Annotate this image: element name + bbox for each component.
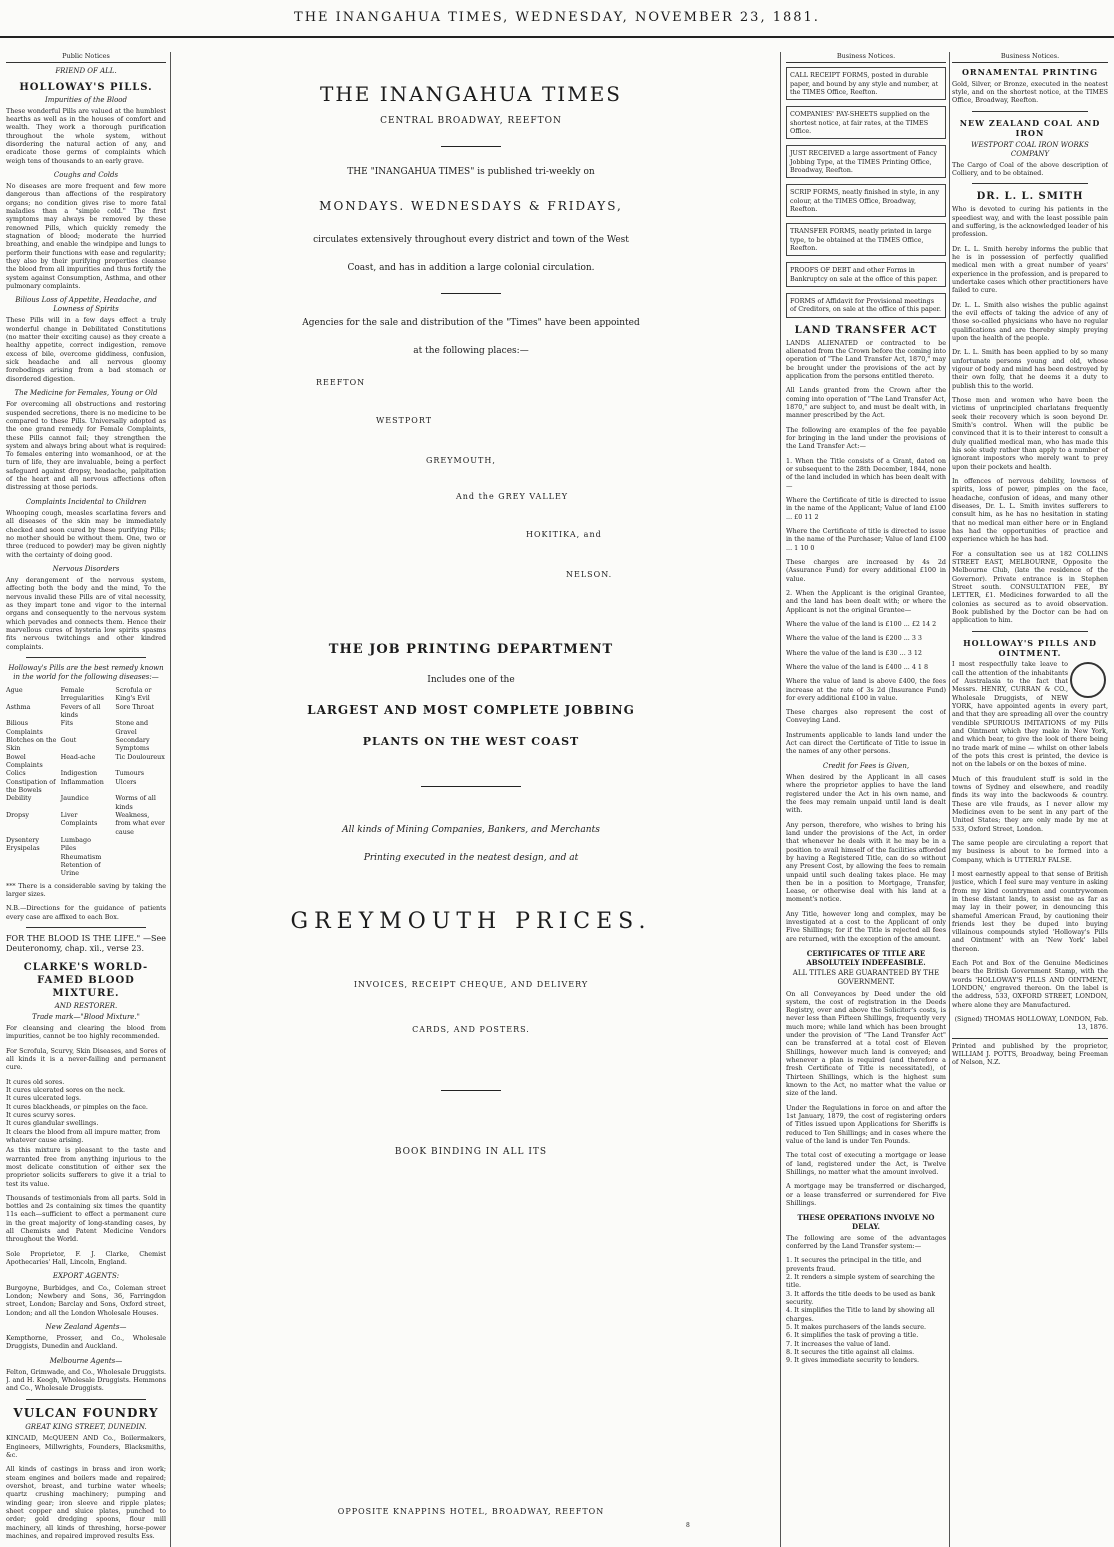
list-item: 7. It increases the value of land. <box>786 1339 891 1348</box>
ad-subheading: Credit for Fees is Given, <box>822 761 910 770</box>
divider <box>26 657 146 658</box>
page-number: 8 <box>686 1522 690 1529</box>
list-item: Worms of all kinds <box>115 794 156 811</box>
ad-box: COMPANIES' PAY-SHEETS supplied on the shortest notice, at fair rates, at the TIMES Office. <box>786 106 946 139</box>
list-item: Fits <box>60 719 73 728</box>
list-item: 2. When the Applicant is the original Grantee, and the land has been dealt with; or where the Applicant is not the original Grantee— <box>786 588 946 614</box>
list-item: Retention of Urine <box>60 860 101 878</box>
ad-box: JUST RECEIVED a large assortment of Fancy Jobbing Type, at the TIMES Printing Office, Broadway, Reefton. <box>786 145 946 178</box>
ad-paragraph: For a consultation see us at 182 COLLINS STREET EAST, MELBOURNE, Opposite the Melbourne Club, (late the residence of the Governor). Private entrance is in Stephen Street south. CONSULTATION FEE, BY LETTER, £1. Medicines forwarded to all the colonies as secured as to avoid observation. Book published by the Doctor can be had on application to him. <box>952 549 1108 625</box>
ad-paragraph: Those men and women who have been the victims of unprincipled charlatans frequently seek their recovery which is soon beyond Dr. Smith's control. When will the public be convinced that it is to their interest to consult a duly qualified medical man, who has made this his sole study rather than apply to a number of ignorant impostors who merely want to prey upon their pockets and health. <box>952 396 1108 471</box>
intro-text: THE "INANGAHUA TIMES" is published tri-weekly on <box>347 167 595 177</box>
list-item: It cures old sores. <box>6 1077 65 1086</box>
list-item: 1. When the Title consists of a Grant, dated on or subsequent to the 28th December, 1844, none of the land included in which has been dealt with— <box>786 456 946 490</box>
job-heading: PLANTS ON THE WEST COAST <box>362 735 580 748</box>
agent-place: HOKITIKA, and <box>526 530 602 539</box>
column-rule <box>949 52 950 1547</box>
ad-paragraph: LANDS ALIENATED or contracted to be alienated from the Crown before the coming into operation of "The Land Transfer Act, 1870," may be brought under the provisions of the act by application from the persons entitled thereto. <box>786 338 946 380</box>
advantage-list <box>786 1256 946 1364</box>
list-item: Debility <box>6 794 32 803</box>
list-item: Where the Certificate of title is directed to issue in the name of the Applicant; Value of land £100 ... £0 11 2 <box>786 495 946 521</box>
list-item: 6. It simplifies the task of proving a title. <box>786 1331 919 1340</box>
ad-subheading: The Medicine for Females, Young or Old <box>14 389 158 398</box>
list-item: Blotches on the Skin <box>6 736 57 753</box>
divider <box>441 146 501 147</box>
ad-paragraph: Under the Regulations in force on and after the 1st January, 1879, the cost of registering orders of Titles issued upon Applications for Sheriffs is reduced to Ten Shillings; and in cases where the value of the land is under Ten Pounds. <box>786 1103 946 1146</box>
job-text: All kinds of Mining Companies, Bankers, and Merchants <box>342 825 600 835</box>
list-item: Female Irregularities <box>60 686 104 703</box>
list-item: Ulcers <box>115 777 137 786</box>
list-item <box>6 853 57 861</box>
ad-title: VULCAN FOUNDRY <box>13 1405 159 1420</box>
column-rule <box>780 52 781 1547</box>
ad-paragraph: In offences of nervous debility, lowness of spirits, loss of power, pimples on the face, headache, confusion of ideas, and many other diseases, Dr. L. L. Smith invites sufferers to consult him, as he has no hesitation in stating that no medical man either here or in England has had the opportunities of practice and experience which he has had. <box>952 476 1108 544</box>
list-item: It clears the blood from all impure matter, from whatever cause arising. <box>6 1127 161 1144</box>
ad-paragraph: Burgoyne, Burbidges, and Co., Coleman street London; Newbery and Sons, 36, Farringdon street, London; Barclay and Sons, Oxford street, London; and all the London Wholesale Houses. <box>6 1283 166 1317</box>
list-item: 8. It secures the title against all claims. <box>786 1347 915 1356</box>
list-item: Head-ache <box>60 752 96 761</box>
ad-subheading: New Zealand Agents— <box>45 1322 127 1331</box>
ad-title: NEW ZEALAND COAL AND IRON <box>959 117 1101 139</box>
list-item: 2. It renders a simple system of searching the title. <box>786 1272 935 1290</box>
list-item: Where the Certificate of title is directed to issue in the name of the Purchaser; Value of land £100 ... 1 10 0 <box>786 526 946 552</box>
list-item: Bilious Complaints <box>6 719 43 736</box>
agent-place: REEFTON <box>316 378 366 387</box>
ad-paragraph: These Pills will in a few days effect a truly wonderful change in Debilitated Constitutions (no matter their exciting cause) as they create a healthy appetite, correct indigestion, remove excess of bile, overcome giddiness, confusion, sick headache and all nervous gloomy forebodings arising from a bad stomach or disordered digestion. <box>6 316 166 383</box>
list-item: Where the value of the land is £100 ... £2 14 2 <box>786 619 937 628</box>
list-item: Jaundice <box>60 794 89 803</box>
divider <box>441 1090 501 1091</box>
list-item <box>6 861 57 878</box>
list-item <box>115 844 166 852</box>
ad-paragraph: Much of this fraudulent stuff is sold in the towns of Sydney and elsewhere, and readily finds its way into the backwoods & country. These are vile frauds, as I never allow my Medicines even to be sent in any part of the United States; they are only made by me at 533, Oxford Street, London. <box>952 774 1108 833</box>
list-item: Fevers of all kinds <box>60 702 101 720</box>
ad-box: TRANSFER FORMS, neatly printed in large type, to be obtained at the TIMES Office, Reefton. <box>786 223 946 256</box>
list-item: Scrofula or King's Evil <box>115 686 152 703</box>
list-item: Where the value of the land is £30 ... 3 12 <box>786 648 922 657</box>
list-item: It cures ulcerated sores on the neck. <box>6 1085 125 1094</box>
divider <box>421 786 521 787</box>
ad-subheading: Melbourne Agents— <box>49 1356 123 1365</box>
list-item: It cures scurvy sores. <box>6 1110 76 1119</box>
section-header: Public Notices <box>6 52 166 63</box>
divider <box>972 111 1088 112</box>
ad-paragraph: Dr. L. L. Smith hereby informs the public that he is in possession of perfectly qualified medical men with a great number of years' experience in the profession, and is prepared to undertake cases which other practitioners have failed to cure. <box>952 244 1108 295</box>
ad-subheading: GREAT KING STREET, DUNEDIN. <box>25 1423 147 1432</box>
list-item: It cures glandular swellings. <box>6 1119 99 1128</box>
list-item: Asthma <box>6 702 31 711</box>
list-item: Where the value of the land is £400 ... 4 1 8 <box>786 662 929 671</box>
ad-subheading: AND RESTORER. <box>54 1001 118 1010</box>
ad-subheading: Holloway's Pills are the best remedy known in the world for the following diseases:— <box>8 663 164 681</box>
ad-paragraph: Whooping cough, measles scarlatina fevers and all diseases of the skin may be immediately checked and soon cured by these purifying Pills; no mother should be without them. One, two or three (reduced to powder) may be given nightly with the certainty of doing good. <box>6 508 166 559</box>
list-item: Weakness, from what ever cause <box>115 811 165 836</box>
ad-paragraph: Each Pot and Box of the Genuine Medicines bears the British Government Stamp, with the words 'HOLLOWAY'S PILLS AND OINTMENT, LONDON,' engraved thereon. On the label is the address, 533, OXFORD STREET, LONDON, where alone they are Manufactured. <box>952 959 1108 1009</box>
list-item: 5. It makes purchasers of the lands secure. <box>786 1322 927 1331</box>
ad-heading: FRIEND OF ALL. <box>55 67 117 76</box>
agencies-text: at the following places:— <box>413 346 529 356</box>
list-item: Inflammation <box>60 777 104 786</box>
left-column <box>6 52 166 1546</box>
ad-paragraph: The total cost of executing a mortgage or lease of land, registered under the Act, is Twelve Shillings, no matter what the amount involved. <box>786 1151 946 1177</box>
ad-paragraph: Gold, Silver, or Bronze, executed in the neatest style, and on the shortest notice, at the TIMES Office, Broadway, Reefton. <box>952 79 1108 105</box>
ad-subheading: Impurities of the Blood <box>44 95 127 104</box>
footer-address: OPPOSITE KNAPPINS HOTEL, BROADWAY, REEFTON <box>337 1507 605 1516</box>
agent-place: NELSON. <box>566 570 613 579</box>
address: CENTRAL BROADWAY, REEFTON <box>380 116 562 126</box>
section-header: Business Notices. <box>952 52 1108 63</box>
ad-subheading: WESTPORT COAL IRON WORKS COMPANY <box>971 140 1089 158</box>
list-item: 9. It gives immediate security to lenders. <box>786 1356 920 1365</box>
job-text: CARDS, AND POSTERS. <box>412 1025 530 1034</box>
ad-paragraph: A mortgage may be transferred or discharged, or a lease transferred or surrendered for Five Shillings. <box>786 1182 946 1208</box>
list-item: Tic Douloureux <box>115 752 165 761</box>
right-column-2 <box>952 52 1108 1073</box>
ad-subheading: ALL TITLES ARE GUARANTEED BY THE GOVERNMENT. <box>792 969 940 987</box>
list-item <box>115 853 166 861</box>
list-item: Dysentery <box>6 836 39 844</box>
circulation-text: circulates extensively throughout every district and town of the West <box>313 235 629 245</box>
ad-title: HOLLOWAY'S PILLS. <box>19 81 153 93</box>
ad-paragraph: Felton, Grimwade, and Co., Wholesale Druggists. J. and H. Keogh, Wholesale Druggists. Hemmons and Co., Wholesale Druggists. <box>6 1367 166 1393</box>
ad-paragraph: Thousands of testimonials from all parts. Sold in bottles and 2s containing six times the quantity 11s each—sufficient to effect a permanent cure in the great majority of long-standing cases, by all Chemists and Patent Medicine Vendors throughout the World. <box>6 1193 166 1244</box>
job-heading: THE JOB PRINTING DEPARTMENT <box>328 642 614 657</box>
list-item: Stone and Gravel <box>115 719 149 736</box>
agent-place: GREYMOUTH, <box>426 456 496 465</box>
disease-list <box>6 686 166 878</box>
job-text: INVOICES, RECEIPT CHEQUE, AND DELIVERY <box>353 980 589 989</box>
list-item: Secondary Symptoms <box>115 736 150 753</box>
ad-subheading: Trade mark—"Blood Mixture." <box>32 1012 140 1021</box>
list-item: Rheumatism <box>60 852 102 861</box>
ad-subheading: Bilious Loss of Appetite, Headache, and Lowness of Spirits <box>15 296 157 314</box>
ad-paragraph: KINCAID, McQUEEN AND Co., Boilermakers, Engineers, Millwrights, Founders, Blacksmiths, &c. <box>6 1434 166 1460</box>
ad-paragraph: For overcoming all obstructions and restoring suspended secretions, there is no medicine to be compared to these Pills. Universally adopted as the one grand remedy for Female Complaints, these Pills cannot fail; they strengthen the system and always bring about what is required: To females entering into womanhood, or at the turn of life, they are invaluable, being a perfect safeguard against dropsy, headache, palpitation of the heart and all nervous affections often distressing at those periods. <box>6 400 166 492</box>
divider <box>972 183 1088 184</box>
job-text: Includes one of the <box>427 675 515 685</box>
ad-paragraph: For Scrofula, Scurvy, Skin Diseases, and Sores of all kinds it is a never-failing and permanent cure. <box>6 1046 166 1072</box>
ad-paragraph: No diseases are more frequent and few more dangerous than affections of the respiratory organs; no condition gives rise to more fatal maladies than a "simple cold." The first symptoms may always be removed by these renowned Pills, which quickly remedy the stagnation of blood; moderate the hurried breathing, and enable the windpipe and lungs to perform their functions with ease and regularity; they also by their purifying properties cleanse the blood from all impurities and thus fortify the system against Consumption, Asthma, and other pulmonary complaints. <box>6 182 166 290</box>
list-item: 4. It simplifies the Title to land by showing all charges. <box>786 1306 935 1323</box>
ad-paragraph: Instruments applicable to lands land under the Act can direct the Certificate of Title to issue in the names of any other persons. <box>786 730 946 756</box>
main-column <box>176 52 766 1492</box>
agent-place: WESTPORT <box>376 416 433 425</box>
ad-note: *** There is a considerable saving by taking the larger sizes. <box>6 881 166 898</box>
list-item <box>115 861 166 878</box>
fee-list <box>786 457 946 725</box>
ad-box: CALL RECEIPT FORMS, posted in durable paper, and bound by any style and number, at the TIMES Office, Reefton. <box>786 67 946 100</box>
ad-paragraph: I most earnestly appeal to that sense of British justice, which I feel sure may venture in asking from my kind countrymen and countrywomen in these distant lands, to assist me as far as may lay in their power, in denouncing this shameful American Fraud, by cautioning their friends lest they be duped into buying villainous compounds styled 'Holloway's Pills and Ointment' with an 'New York' label thereon. <box>952 869 1108 953</box>
list-item: Sore Throat <box>115 702 155 711</box>
list-item: It cures ulcerated legs. <box>6 1094 82 1103</box>
ad-title: DR. L. L. SMITH <box>976 191 1084 203</box>
ad-paragraph: On all Conveyances by Deed under the old system, the cost of registration in the Deeds Registry, over and above the Solicitor's costs, is never less than Fifteen Shillings, frequently very much more; while land which has been brought under the provision of "The Land Transfer Act" can be transferred at a total cost of Eleven Shillings, however much land is conveyed; and whenever a plan is required (and therefore a fresh Certificate of Title is necessitated), of Thirteen Shillings, which is the highest sum known to the Act, no matter what the value or size of the land. <box>786 989 946 1098</box>
ad-paragraph: These wonderful Pills are valued at the humblest hearths as well as in the houses of comfort and wealth. They work a thorough purification throughout the whole system, without disordering the natural action of any, and eradicate those germs of complaints which weigh tens of thousands to an early grave. <box>6 106 166 165</box>
ad-title: CLARKE'S WORLD-FAMED BLOOD MIXTURE. <box>23 961 149 999</box>
agent-list <box>176 364 766 604</box>
list-item <box>115 836 166 844</box>
list-item: These charges are increased by 4s 2d (Assurance Fund) for every additional £100 in value. <box>786 557 946 583</box>
circulation-text: Coast, and has in addition a large colonial circulation. <box>347 263 595 273</box>
publication-days: MONDAYS. WEDNESDAYS & FRIDAYS, <box>319 199 623 213</box>
list-item: Dropsy <box>6 811 30 820</box>
list-item: Liver Complaints <box>60 811 98 828</box>
ad-box: PROOFS OF DEBT and other Forms in Bankruptcy on sale at the office of this paper. <box>786 262 946 287</box>
ad-paragraph: Dr. L. L. Smith has been applied to by so many unfortunate persons young and old, whose vigour of body and mind has been destroyed by their own folly, that he deems it a duty to publish this to the world. <box>952 348 1108 390</box>
list-item: Where the value of land is above £400, the fees increase at the rate of 3s 2d (Insurance Fund) for every additional £100 in value. <box>786 677 946 702</box>
ad-paragraph: Who is devoted to curing his patients in the speediest way, and with the least possible pain and suffering, is the acknowledged leader of his profession. <box>952 205 1108 239</box>
divider <box>26 927 146 928</box>
ad-paragraph: For cleansing and clearing the blood from impurities, cannot be too highly recommended. <box>6 1023 166 1041</box>
ad-paragraph: The Cargo of Coal of the above description of Colliery, and to be obtained. <box>952 160 1108 178</box>
ad-paragraph: The following are examples of the fee payable for bringing in the land under the provisions of the Land Transfer Act:— <box>786 425 946 451</box>
list-item: Bowel Complaints <box>6 752 43 770</box>
ad-paragraph: Kempthorne, Prosser, and Co., Wholesale Druggists, Dunedin and Auckland. <box>6 1333 166 1351</box>
ad-subheading: Nervous Disorders <box>52 564 120 573</box>
section-header: Business Notices. <box>786 52 946 63</box>
ad-paragraph: Dr. L. L. Smith also wishes the public against the evil effects of taking the advice of any of those so-called physicians who have no regular qualifications and are thereby simply preying upon the health of the people. <box>952 300 1108 343</box>
list-item: Indigestion <box>60 769 98 778</box>
ad-subheading: Complaints Incidental to Children <box>25 497 147 506</box>
ad-subheading: THESE OPERATIONS INVOLVE NO DELAY. <box>797 1213 935 1232</box>
ad-paragraph: Sole Proprietor, F. J. Clarke, Chemist Apothecaries' Hall, Lincoln, England. <box>6 1249 166 1267</box>
job-text: Printing executed in the neatest design, and at <box>363 853 579 863</box>
ad-subheading: EXPORT AGENTS: <box>52 1272 120 1281</box>
job-heading: LARGEST AND MOST COMPLETE JOBBING <box>307 703 635 717</box>
ad-paragraph: The same people are circulating a report that my business is about to be formed into a Company, which is UTTERLY FALSE. <box>952 838 1108 864</box>
list-item: Constipation of the Bowels <box>6 777 56 795</box>
list-item: 1. It secures the principal in the title, and prevents fraud. <box>786 1256 922 1273</box>
job-text: BOOK BINDING IN ALL ITS <box>394 1147 548 1157</box>
divider <box>441 293 501 294</box>
list-item: Piles <box>60 844 77 853</box>
signature: (Signed) THOMAS HOLLOWAY, LONDON, Feb. 13, 1876. <box>954 1015 1108 1032</box>
column-rule <box>170 52 171 1547</box>
ad-paragraph: Any Title, however long and complex, may be investigated at a cost to the Applicant of only Five Shillings; for if the Title is rejected all fees are returned, with the exception of the amount. <box>786 909 946 943</box>
ad-paragraph: All Lands granted from the Crown after the coming into operation of "The Land Transfer Act, 1870," are subject to, and must be dealt with, in manner prescribed by the Act. <box>786 386 946 420</box>
masthead: THE INANGAHUA TIMES, WEDNESDAY, NOVEMBER 23, 1881. <box>0 0 1114 38</box>
ad-paragraph: All kinds of castings in brass and iron work; steam engines and boilers made and repaired; overshot, breast, and turbine water wheels; quartz crushing machinery; pumping and winding gear; iron sleeve and ripple plates; sheet copper and sluice plates, punched to order; gold dredging spoons, flour mill machinery, all kinds of threshing, horse-power machines, and repaired improved results Ess. <box>6 1465 166 1540</box>
list-item: Gout <box>60 736 77 745</box>
prices-heading: GREYMOUTH PRICES. <box>290 909 652 934</box>
list-item: 3. It affords the title deeds to be used as bank security. <box>786 1289 936 1306</box>
divider <box>26 1399 146 1400</box>
list-item: Erysipelas <box>6 844 40 853</box>
agencies-text: Agencies for the sale and distribution of the "Times" have been appointed <box>302 318 640 328</box>
agent-place: And the GREY VALLEY <box>456 492 569 501</box>
list-item: Colics <box>6 769 26 778</box>
ad-title: ORNAMENTAL PRINTING <box>961 67 1099 78</box>
printer-imprint: Printed and published by the proprietor, WILLIAM J. POTTS, Broadway, being Freeman of Nelson, N.Z. <box>952 1038 1108 1067</box>
right-column-1 <box>786 52 946 1364</box>
list-item: Tumours <box>115 769 145 778</box>
ad-heading: FOR THE BLOOD IS THE LIFE." —See Deuteronomy, chap. xii., verse 23. <box>6 933 166 954</box>
list-item: Lumbago <box>60 836 91 844</box>
ad-subheading: CERTIFICATES OF TITLE ARE ABSOLUTELY INDEFEASIBLE. <box>806 949 926 968</box>
ad-paragraph: When desired by the Applicant in all cases where the proprietor applies to have the land registered under the Act in his own name, and the fees may remain unpaid until land is dealt with. <box>786 772 946 815</box>
ad-paragraph: As this mixture is pleasant to the taste and warranted free from anything injurious to the most delicate constitution of either sex the proprietor solicits sufferers to give it a trial to test its value. <box>6 1146 166 1188</box>
divider <box>972 631 1088 632</box>
list-item: These charges also represent the cost of Conveying Land. <box>786 708 946 725</box>
ad-box: SCRIP FORMS, neatly finished in style, in any colour, at the TIMES Office, Broadway, Reefton. <box>786 184 946 217</box>
cure-list <box>6 1078 166 1145</box>
list-item: Ague <box>6 686 23 695</box>
ad-note: N.B.—Directions for the guidance of patients every case are affixed to each Box. <box>6 904 166 921</box>
list-item: Where the value of the land is £200 ... 3 3 <box>786 634 922 643</box>
ad-paragraph: Any derangement of the nervous system, affecting both the body and the mind, To the nervous invalid these Pills are of vital necessity, as they impart tone and vigor to the internal organs and consequently to the nervous system which pervades and connects them. Hence their marvellous cures of hysteria low spirits spasms fits nervous twitchings and other kindred complaints. <box>6 575 166 651</box>
ad-subheading: Coughs and Colds <box>53 170 119 179</box>
ad-paragraph: The following are some of the advantages conferred by the Land Transfer system:— <box>786 1233 946 1250</box>
ad-title: LAND TRANSFER ACT <box>794 324 938 336</box>
page-title: THE INANGAHUA TIMES <box>319 82 622 106</box>
ad-title: HOLLOWAY'S PILLS AND OINTMENT. <box>963 637 1097 658</box>
ad-paragraph: I most respectfully take leave to call the attention of the inhabitants of Australasia to the fact that Messrs. HENRY, CURRAN & CO., Wholesale Druggists, of NEW YORK, have appointed agents in every part, and that they are spreading all over the country vendible SPURIOUS IMITATIONS of my Pills and Ointment which they make in New York, and which bear, to give the look of there being no trade mark of mine — whilst on other labels of the pots this crest is printed, the device is not on the labels or on the boxes of mine. <box>952 660 1108 769</box>
ad-box: FORMS of Affidavit for Provisional meetings of Creditors, on sale at the office of this paper. <box>786 293 946 318</box>
list-item: It cures blackheads, or pimples on the face. <box>6 1102 148 1111</box>
ad-paragraph: Any person, therefore, who wishes to bring his land under the provisions of the Act, in order that whenever he deals with it he may be in a position to avail himself of the facilities afforded by having a Registered Title, can do so without any Present Cost, by allowing the fees to remain unpaid until such dealing takes place. He may then be in a position to Mortgage, Transfer, Lease, or otherwise deal with his land at a moment's notice. <box>786 820 946 904</box>
